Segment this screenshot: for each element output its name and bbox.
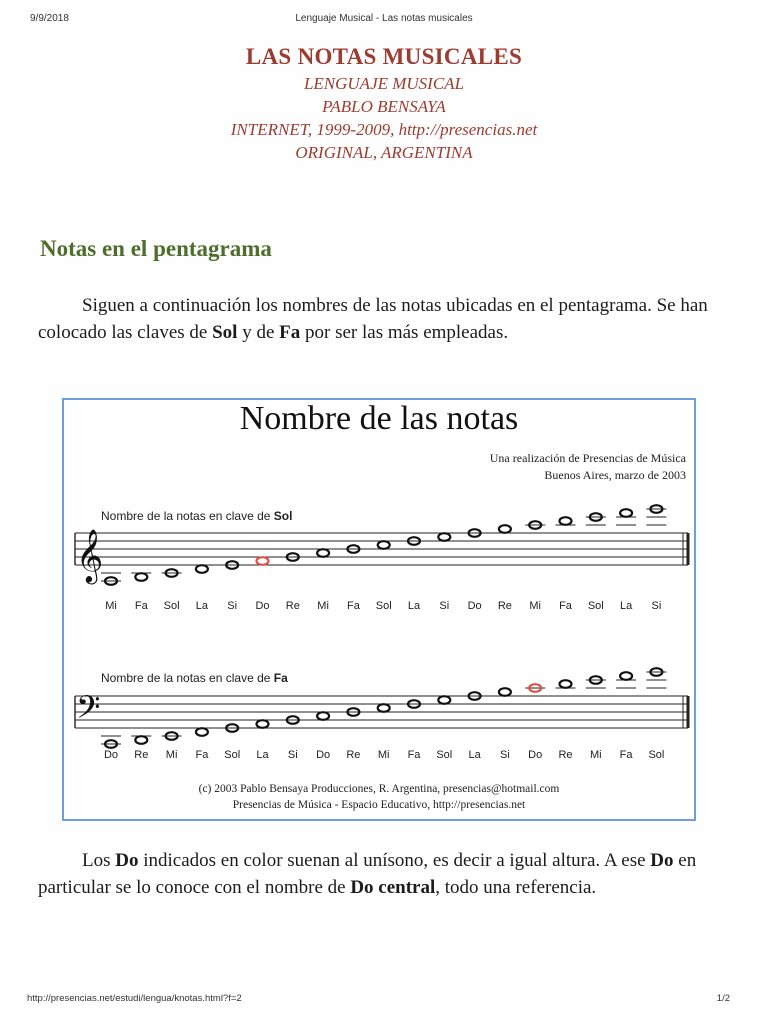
bass-note-name: La xyxy=(256,749,269,761)
treble-note-name: La xyxy=(407,600,421,612)
staff-diagram xyxy=(64,400,694,819)
bass-note-name: Fa xyxy=(195,749,209,761)
treble-note-name: Si xyxy=(439,600,450,612)
closing-paragraph: Los Do indicados en color suenan al unísono, es decir a igual altura. A ese Do en particular se lo conoce con el nombre de Do central, todo una referencia. xyxy=(38,850,697,898)
bass-note-head xyxy=(378,704,390,712)
title-block xyxy=(0,42,768,164)
treble-note-head xyxy=(499,525,511,533)
bass-note-head xyxy=(438,696,450,704)
treble-caption: Nombre de la notas en clave de Sol xyxy=(101,509,293,523)
treble-note-name: Fa xyxy=(559,600,572,612)
section-heading: Notas en el pentagrama xyxy=(40,236,272,261)
treble-note-name: Mi xyxy=(317,600,329,612)
treble-note-name: Re xyxy=(285,600,300,612)
treble-note-name: Sol xyxy=(587,600,604,612)
bold-do-central: Do central xyxy=(350,877,436,898)
bass-note-head xyxy=(135,736,147,744)
treble-note-head xyxy=(196,565,208,573)
treble-clef-icon: 𝄞 xyxy=(76,528,104,582)
intro-paragraph: Siguen a continuación los nombres de las notas ubicadas en el pentagrama. Se han colocado las claves de Sol y de Fa por ser las más empleadas. xyxy=(38,295,708,343)
print-page-title: Lenguaje Musical - Las notas musicales xyxy=(295,13,473,24)
bass-note-name: Mi xyxy=(589,749,602,761)
origin-line: ORIGINAL, ARGENTINA xyxy=(295,143,473,162)
bass-note-head xyxy=(560,680,572,688)
bass-note-head xyxy=(620,672,632,680)
bass-note-name: Mi xyxy=(377,749,390,761)
bass-note-head xyxy=(257,720,269,728)
treble-note-name: Re xyxy=(497,600,512,612)
bass-caption: Nombre de la notas en clave de Fa xyxy=(101,671,288,685)
bass-note-name: La xyxy=(468,749,481,761)
print-page-number: 1/2 xyxy=(716,993,730,1004)
treble-note-head xyxy=(438,533,450,541)
bold-sol: Sol xyxy=(212,322,238,343)
source-line: INTERNET, 1999-2009, http://presencias.net xyxy=(230,120,538,139)
treble-note-name: Sol xyxy=(375,600,392,612)
bass-note-name: Fa xyxy=(619,749,633,761)
treble-note-name: Do xyxy=(467,600,482,612)
figure-title: Nombre de las notas xyxy=(239,400,519,437)
print-url: http://presencias.net/estudi/lengua/knotas.html?f=2 xyxy=(27,993,242,1004)
treble-note-head xyxy=(620,509,632,517)
subtitle-line: LENGUAJE MUSICAL xyxy=(303,74,465,93)
treble-note-name: Si xyxy=(651,600,662,612)
treble-note-name: Mi xyxy=(529,600,542,612)
treble-note-head xyxy=(378,541,390,549)
treble-note-head xyxy=(135,573,147,581)
bass-note-head xyxy=(196,728,208,736)
bold-fa: Fa xyxy=(279,322,301,343)
bass-note-name: Re xyxy=(134,749,149,761)
treble-note-name: Fa xyxy=(134,600,148,612)
bass-clef-icon: 𝄢 xyxy=(76,689,101,733)
bass-note-name: Do xyxy=(528,749,543,761)
treble-note-name: La xyxy=(619,600,633,612)
treble-note-name: Fa xyxy=(346,600,360,612)
bass-note-name: Do xyxy=(316,749,331,761)
bass-note-name: Sol xyxy=(224,749,241,761)
bass-note-name: Mi xyxy=(165,749,178,761)
bass-note-name: Sol xyxy=(436,749,453,761)
bass-note-name: Sol xyxy=(648,749,665,761)
bass-note-name: Re xyxy=(346,749,361,761)
main-title: LAS NOTAS MUSICALES xyxy=(245,44,523,69)
bass-note-name: Si xyxy=(500,749,510,761)
treble-note-name: Mi xyxy=(105,600,117,612)
bass-note-name: Si xyxy=(287,749,298,761)
bass-note-name: Do xyxy=(103,749,119,761)
treble-note-head xyxy=(560,517,572,525)
notes-figure xyxy=(62,398,696,821)
bass-note-head xyxy=(317,712,329,720)
author-line: PABLO BENSAYA xyxy=(322,97,446,116)
bass-note-head xyxy=(499,688,511,696)
treble-note-name: La xyxy=(195,600,209,612)
bass-note-name: Re xyxy=(558,749,573,761)
print-date: 9/9/2018 xyxy=(30,13,69,24)
treble-note-name: Si xyxy=(227,600,238,612)
treble-note-head xyxy=(317,549,329,557)
treble-note-name: Sol xyxy=(163,600,180,612)
figure-credit: Una realización de Presencias de Música Buenos Aires, marzo de 2003 xyxy=(489,451,686,482)
treble-note-head xyxy=(257,557,269,565)
figure-footer: (c) 2003 Pablo Bensaya Producciones, R. Argentina, presencias@hotmail.com Presencias de Música - Espacio Educativo, http://presencias.net xyxy=(198,783,560,811)
bass-note-name: Fa xyxy=(407,749,421,761)
treble-note-name: Do xyxy=(255,600,270,612)
